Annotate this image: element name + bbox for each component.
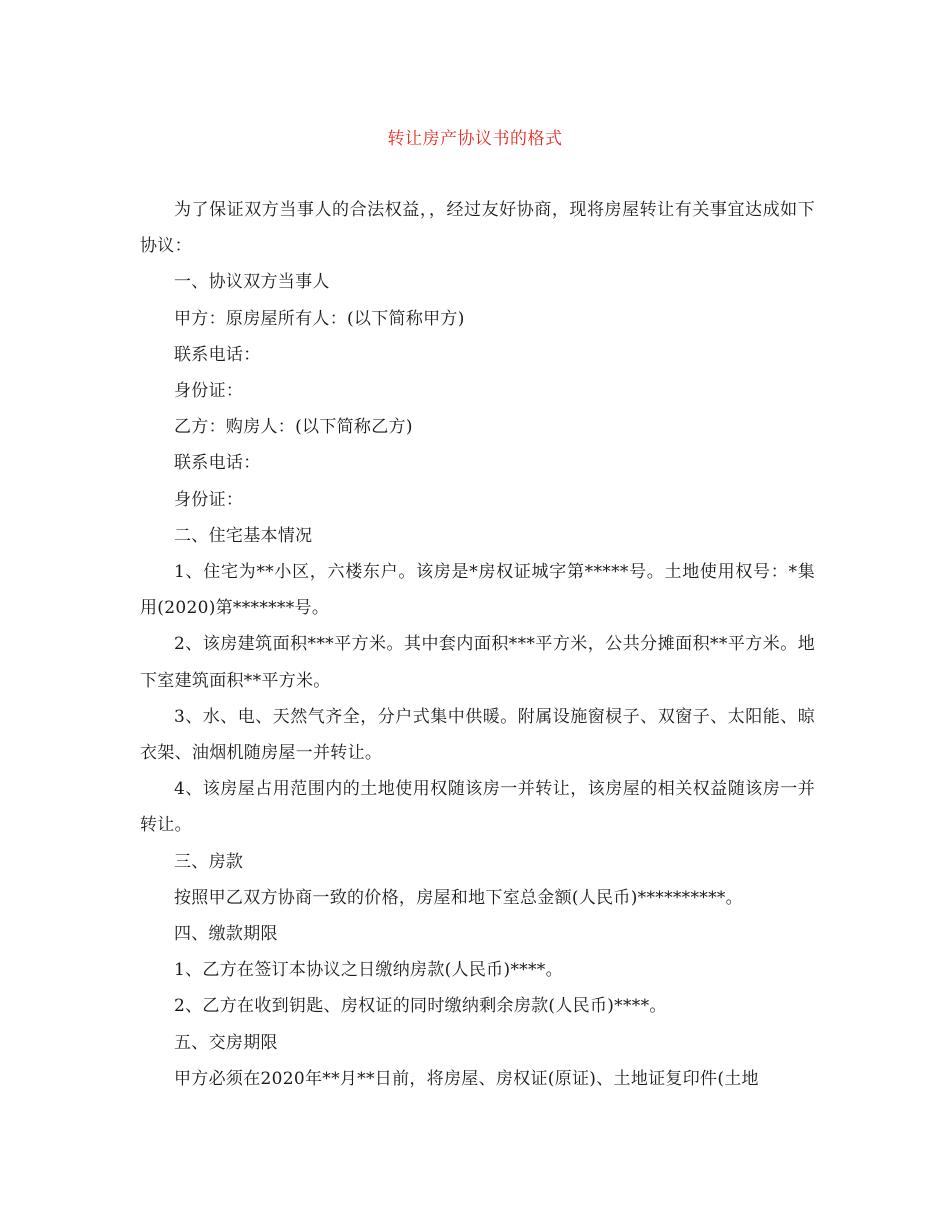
party-a-phone: 联系电话： [174,344,261,365]
document-title: 转让房产协议书的格式 [387,129,563,149]
residence-item-2: 2、该房建筑面积***平方米。其中套内面积***平方米，公共分摊面积**平方米。地下室建筑面积**平方米。 [140,634,815,691]
payment-term-item-2: 2、乙方在收到钥匙、房权证的同时缴纳剩余房款(人民币)****。 [174,996,667,1017]
party-b-line: 乙方：购房人：(以下简称乙方) [174,417,413,438]
party-a-line: 甲方：原房屋所有人：(以下简称甲方) [174,308,465,329]
handover-text: 甲方必须在2020年**月**日前，将房屋、房权证(原证)、土地证复印件(土地 [174,1068,759,1089]
section-heading-payment: 三、房款 [174,851,244,872]
residence-item-1: 1、住宅为**小区，六楼东户。该房是*房权证城字第*****号。土地使用权号：*集用(2020)第*******号。 [140,562,815,619]
party-b-id: 身份证： [174,489,244,510]
payment-term-item-1: 1、乙方在签订本协议之日缴纳房款(人民币)****。 [174,960,563,981]
payment-amount: 按照甲乙双方协商一致的价格，房屋和地下室总金额(人民币)**********。 [174,887,743,908]
section-heading-handover: 五、交房期限 [174,1032,278,1053]
section-heading-payment-term: 四、缴款期限 [174,924,278,945]
section-heading-residence: 二、住宅基本情况 [174,525,313,546]
paragraph-intro: 为了保证双方当事人的合法权益，，经过友好协商，现将房屋转让有关事宜达成如下协议： [140,200,815,257]
party-b-phone: 联系电话： [174,453,261,474]
section-heading-parties: 一、协议双方当事人 [174,272,330,293]
document-body [140,192,815,1097]
residence-item-4: 4、该房屋占用范围内的土地使用权随该房一并转让，该房屋的相关权益随该房一并转让。 [140,779,815,836]
party-a-id: 身份证： [174,381,244,402]
residence-item-3: 3、水、电、天然气齐全，分户式集中供暖。附属设施窗棂子、双窗子、太阳能、晾衣架、油烟机随房屋一并转让。 [140,706,815,764]
